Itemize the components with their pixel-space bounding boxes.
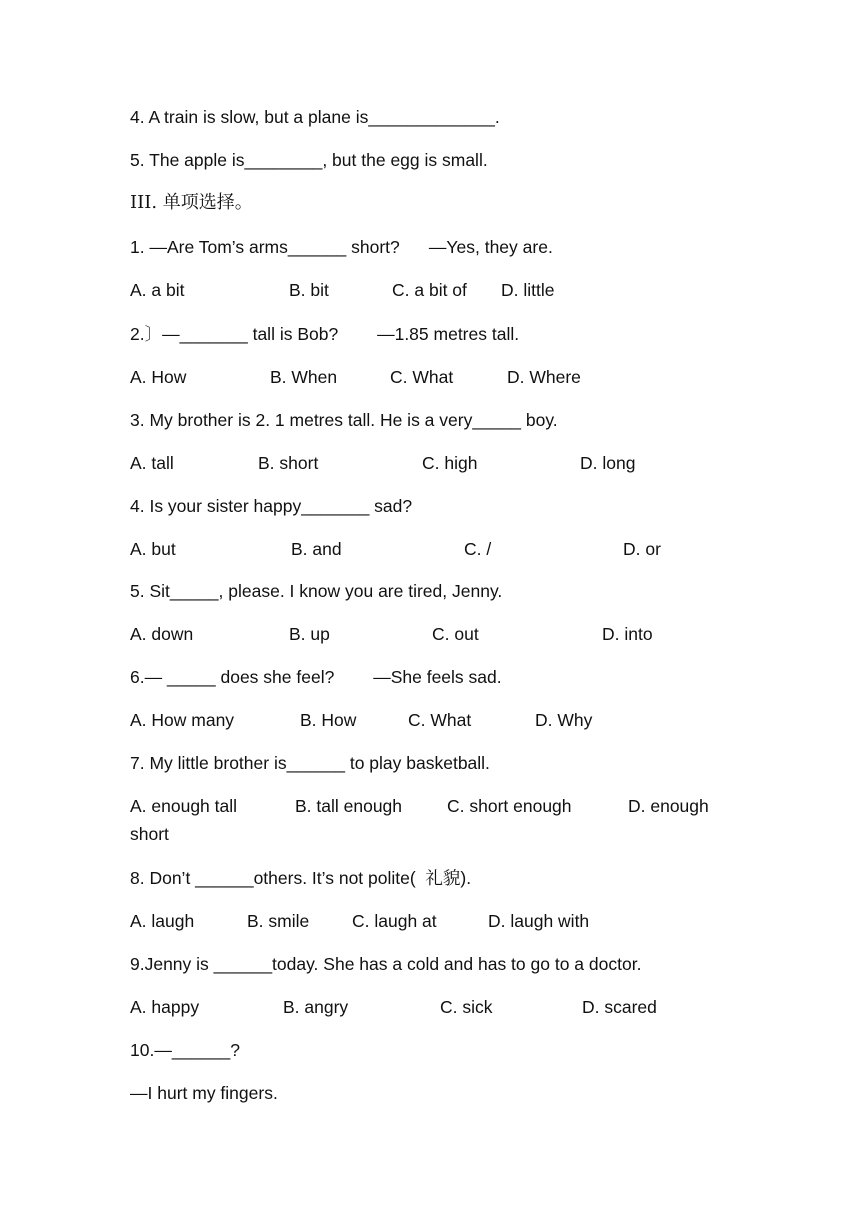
option-a: A. How xyxy=(130,367,187,387)
option-c: C. short enough xyxy=(447,796,572,816)
question-9-stem: 9.Jenny is ______today. She has a cold and has to go to a doctor. xyxy=(130,954,642,974)
option-d: D. Why xyxy=(535,710,593,730)
option-b: B. and xyxy=(291,539,342,559)
option-c: C. What xyxy=(408,710,472,730)
option-c: C. high xyxy=(422,453,478,473)
option-d: D. or xyxy=(623,539,661,559)
option-b: B. short xyxy=(258,453,319,473)
option-b: B. smile xyxy=(247,911,310,931)
option-c: C. / xyxy=(464,539,492,559)
fill-in-question-5: 5. The apple is________, but the egg is small. xyxy=(130,150,488,170)
option-c: C. a bit of xyxy=(392,280,467,300)
option-b: B. angry xyxy=(283,997,349,1017)
option-c: C. laugh at xyxy=(352,911,437,931)
option-a: A. enough tall xyxy=(130,796,238,816)
question-4-stem: 4. Is your sister happy_______ sad? xyxy=(130,496,413,516)
option-c: C. out xyxy=(432,624,479,644)
option-d-wrap: short xyxy=(130,824,169,844)
option-a: A. laugh xyxy=(130,911,195,931)
question-1-stem: 1. —Are Tom’s arms______ short? —Yes, they are. xyxy=(130,237,553,257)
option-a: A. happy xyxy=(130,997,200,1017)
option-d: D. into xyxy=(602,624,653,644)
option-b: B. up xyxy=(289,624,330,644)
option-b: B. tall enough xyxy=(295,796,403,816)
option-a: A. a bit xyxy=(130,280,185,300)
option-a: A. How many xyxy=(130,710,235,730)
question-5-stem: 5. Sit_____, please. I know you are tired, Jenny. xyxy=(130,581,503,601)
question-10-stem: 10.—______? xyxy=(130,1040,240,1060)
question-3-stem: 3. My brother is 2. 1 metres tall. He is a very_____ boy. xyxy=(130,410,558,430)
option-b: B. How xyxy=(300,710,357,730)
option-b: B. When xyxy=(270,367,338,387)
section-heading: III. 单项选择。 xyxy=(130,192,253,213)
question-10-answer-line: —I hurt my fingers. xyxy=(130,1083,278,1103)
option-d: D. Where xyxy=(507,367,581,387)
option-b: B. bit xyxy=(289,280,329,300)
question-6-stem: 6.— _____ does she feel? —She feels sad. xyxy=(130,667,502,687)
option-d: D. scared xyxy=(582,997,657,1017)
option-a: A. but xyxy=(130,539,176,559)
fill-in-question-4: 4. A train is slow, but a plane is_____________. xyxy=(130,107,500,127)
question-7-stem: 7. My little brother is______ to play basketball. xyxy=(130,753,490,773)
option-d: D. laugh with xyxy=(488,911,590,931)
question-8-stem: 8. Don’t ______others. It’s not polite( 礼貌). xyxy=(130,868,472,888)
option-c: C. sick xyxy=(440,997,493,1017)
option-c: C. What xyxy=(390,367,454,387)
question-2-stem: 2.〕—_______ tall is Bob? —1.85 metres tall. xyxy=(130,324,520,344)
option-a: A. tall xyxy=(130,453,174,473)
option-d: D. long xyxy=(580,453,636,473)
option-a: A. down xyxy=(130,624,194,644)
option-d: D. enough xyxy=(628,796,709,816)
option-d: D. little xyxy=(501,280,555,300)
